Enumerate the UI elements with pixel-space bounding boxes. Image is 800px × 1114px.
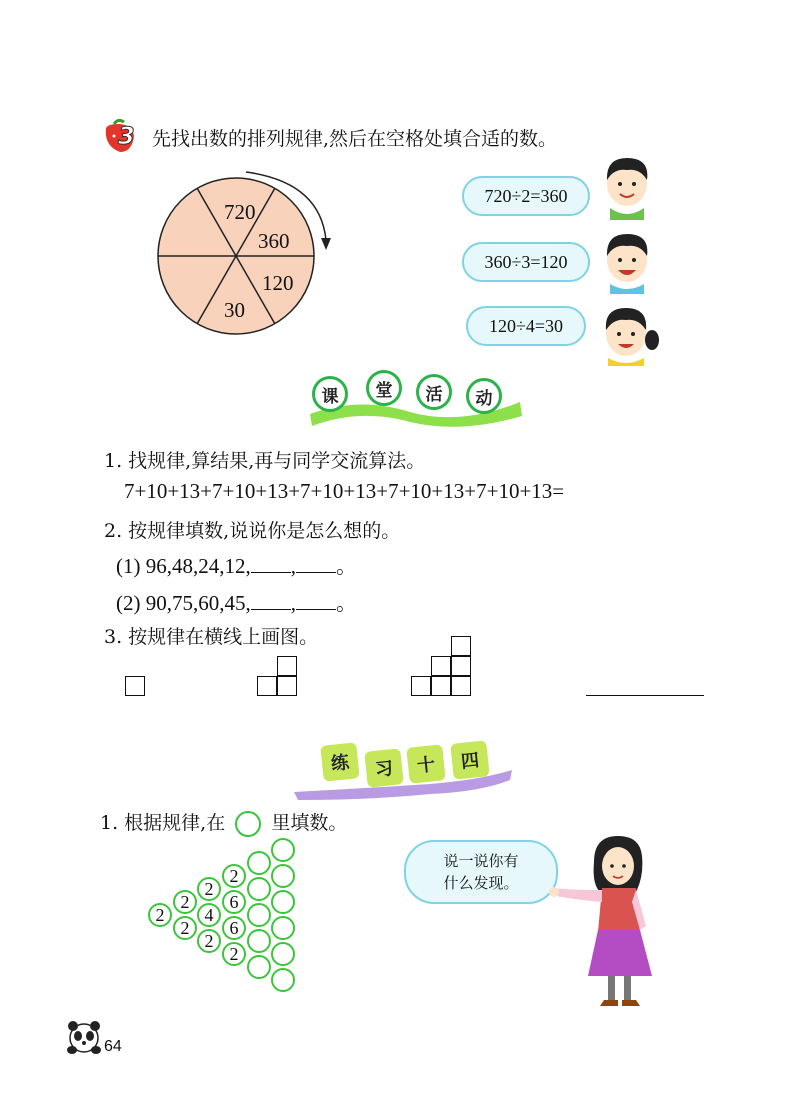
pattern-square <box>451 636 471 656</box>
exercise-q1 <box>100 808 347 837</box>
activity-q2: 2. 按规律填数,说说你是怎么想的。 <box>104 520 401 542</box>
activity-q1: 1. 找规律,算结果,再与同学交流算法。 <box>104 450 426 472</box>
bubble-line: 什么发现。 <box>443 874 519 892</box>
answer-blank[interactable] <box>296 591 336 610</box>
wheel-value: 30 <box>224 298 245 322</box>
triangle-cell: 6 <box>222 916 246 940</box>
triangle-cell-empty[interactable] <box>247 877 271 901</box>
speech-bubble: 360÷3=120 <box>462 242 590 282</box>
drawing-answer-line[interactable] <box>586 695 704 696</box>
sequence-separator: , <box>290 591 296 615</box>
triangle-cell: 2 <box>173 916 197 940</box>
problem3-badge <box>100 116 144 156</box>
activity-title-char: 课 <box>312 376 348 412</box>
answer-blank[interactable] <box>251 554 291 573</box>
girl-avatar <box>596 300 662 366</box>
triangle-cell-empty[interactable] <box>271 864 295 888</box>
sequence-values: 90,75,60,45, <box>145 591 251 615</box>
activity-title-char: 活 <box>416 374 452 410</box>
exercise-q1-prefix: 1. 根据规律,在 <box>100 812 226 834</box>
triangle-cell: 2 <box>197 929 221 953</box>
problem3-number: 3 <box>118 122 135 150</box>
pattern-square <box>431 676 451 696</box>
speech-bubble: 720÷2=360 <box>462 176 590 216</box>
sequence-end: 。 <box>336 554 357 578</box>
sequence-row <box>116 550 357 580</box>
sequence-row <box>116 587 357 617</box>
pattern-square <box>451 656 471 676</box>
pattern-square <box>431 656 451 676</box>
page-number: 64 <box>104 1038 122 1055</box>
triangle-cell: 2 <box>148 903 172 927</box>
speech-bubble: 120÷4=30 <box>466 306 586 346</box>
triangle-cell-empty[interactable] <box>271 838 295 862</box>
boy-avatar <box>600 150 654 220</box>
triangle-cell: 2 <box>173 890 197 914</box>
triangle-cell-empty[interactable] <box>247 851 271 875</box>
problem3-instruction: 先找出数的排列规律,然后在空格处填合适的数。 <box>152 128 558 150</box>
exercise-title-char: 练 <box>320 742 360 782</box>
teacher-speech-bubble <box>404 840 558 904</box>
pattern-square <box>451 676 471 696</box>
exercise-q1-suffix: 里填数。 <box>271 812 348 834</box>
sequence-values: 96,48,24,12, <box>145 554 251 578</box>
pattern-square <box>411 676 431 696</box>
triangle-cell-empty[interactable] <box>271 890 295 914</box>
arrow-head <box>321 238 331 250</box>
triangle-cell: 6 <box>222 890 246 914</box>
triangle-cell-empty[interactable] <box>271 916 295 940</box>
panda-icon <box>64 1016 104 1056</box>
exercise-title-char: 四 <box>450 740 490 780</box>
pattern-square <box>277 676 297 696</box>
number-wheel <box>150 168 350 348</box>
teacher-illustration <box>548 826 678 1016</box>
activity-q1-expression: 7+10+13+7+10+13+7+10+13+7+10+13+7+10+13= <box>124 479 565 503</box>
triangle-cell-empty[interactable] <box>271 942 295 966</box>
answer-blank[interactable] <box>296 554 336 573</box>
sequence-label: (1) <box>116 554 141 578</box>
wheel-value: 720 <box>224 200 256 224</box>
triangle-cell-empty[interactable] <box>271 968 295 992</box>
triangle-cell: 4 <box>197 903 221 927</box>
exercise-title-char: 习 <box>364 748 404 788</box>
pattern-square <box>257 676 277 696</box>
activity-title-char: 动 <box>466 378 502 414</box>
pattern-square <box>277 656 297 676</box>
sequence-label: (2) <box>116 591 141 615</box>
triangle-cell-empty[interactable] <box>247 929 271 953</box>
activity-q3: 3. 按规律在横线上画图。 <box>104 626 319 648</box>
wheel-value: 360 <box>258 229 290 253</box>
circle-symbol <box>235 811 261 837</box>
boy-avatar <box>600 228 654 294</box>
triangle-cell: 2 <box>197 877 221 901</box>
exercise-title-char: 十 <box>406 744 446 784</box>
sequence-separator: , <box>290 554 296 578</box>
answer-blank[interactable] <box>251 591 291 610</box>
pattern-square <box>125 676 145 696</box>
triangle-cell: 2 <box>222 942 246 966</box>
bubble-line: 说一说你有 <box>443 852 519 870</box>
triangle-cell-empty[interactable] <box>247 903 271 927</box>
triangle-cell-empty[interactable] <box>247 955 271 979</box>
wheel-value: 120 <box>262 271 294 295</box>
activity-title-char: 堂 <box>366 370 402 406</box>
triangle-cell: 2 <box>222 864 246 888</box>
sequence-end: 。 <box>336 591 357 615</box>
